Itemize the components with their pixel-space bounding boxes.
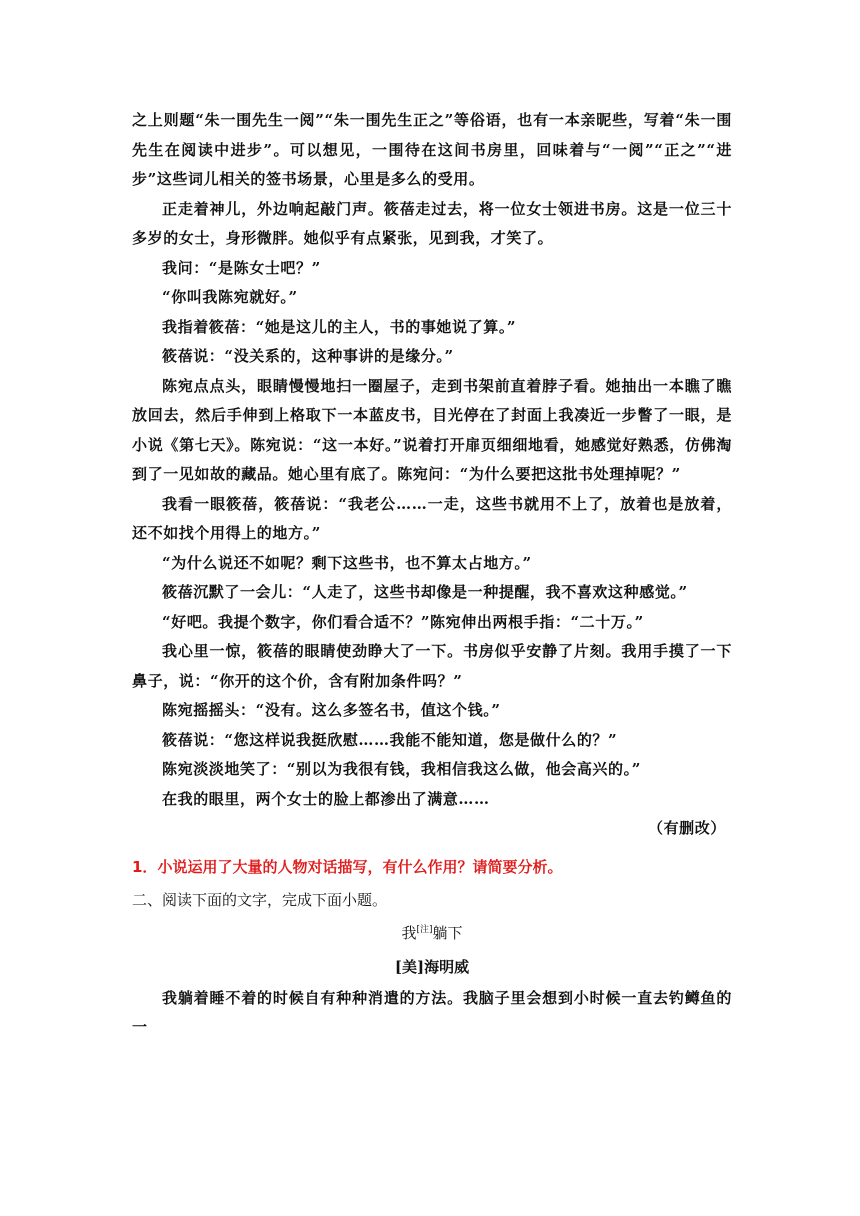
story-paragraph-1: 之上则题“朱一围先生一阅”“朱一围先生正之”等俗语，也有一本亲昵些，写着“朱一围先生在阅读中进步”。可以想见，一围待在这间书房里，回味着与“一阅”“正之”“进步”这些词儿相关的签书场景，心里是多么的受用。 xyxy=(132,111,732,188)
document-content xyxy=(132,106,732,1043)
article-author: [美]海明威 xyxy=(394,957,470,976)
story-paragraph-3: 我问：“是陈女士吧？” xyxy=(162,258,321,277)
story-paragraph-7: 陈宛点点头，眼睛慢慢地扫一圈屋子，走到书架前直着脖子看。她抽出一本瞧了瞧放回去，然后手伸到上格取下一本蓝皮书，目光停在了封面上我凑近一步瞥了一眼，是小说《第七天》。陈宛说：“这一本好。”说着打开扉页细细地看，她感觉好熟悉，仿佛淘到了一见如故的藏品。她心里有底了。陈宛问：“为什么要把这批书处理掉呢？” xyxy=(132,376,732,483)
source-note: （有删改） xyxy=(647,819,726,837)
story-paragraph-5: 我指着筱蓓：“她是这儿的主人，书的事她说了算。” xyxy=(162,317,517,336)
article-title-before: 我 xyxy=(401,923,417,942)
story-paragraph-16: 在我的眼里，两个女士的脸上都渗出了满意…… xyxy=(162,789,490,808)
article-title xyxy=(132,916,732,950)
story-paragraph-15: 陈宛淡淡地笑了：“别以为我很有钱，我相信我这么做，他会高兴的。” xyxy=(162,760,641,778)
question-number: 1． xyxy=(132,857,158,876)
story-paragraph-13: 陈宛摇摇头：“没有。这么多签名书，值这个钱。” xyxy=(162,701,501,719)
article-title-after: 躺下 xyxy=(432,923,463,942)
article-first-line: 我躺着睡不着的时候自有种种消遣的方法。我脑子里会想到小时候一直去钓鳟鱼的一 xyxy=(132,988,732,1036)
story-paragraph-14: 筱蓓说：“您这样说我挺欣慰……我能不能知道，您是做什么的？” xyxy=(162,730,618,749)
story-paragraph-2: 正走着神儿，外边响起敲门声。筱蓓走过去，将一位女士领进书房。这是一位三十多岁的女士，身形微胖。她似乎有点紧张，见到我，才笑了。 xyxy=(132,199,732,247)
question-text: 小说运用了大量的人物对话描写，有什么作用？请简要分析。 xyxy=(157,857,563,876)
title-footnote-marker: [注] xyxy=(416,924,433,935)
story-paragraph-9: “为什么说还不如呢？剩下这些书，也不算太占地方。” xyxy=(162,553,532,572)
story-paragraph-4: “你叫我陈宛就好。” xyxy=(162,288,298,306)
question-1 xyxy=(132,850,732,884)
story-paragraph-12: 我心里一惊，筱蓓的眼睛使劲睁大了一下。书房似乎安静了片刻。我用手摸了一下鼻子，说：“你开的这个价，含有附加条件吗？” xyxy=(132,642,732,690)
story-paragraph-10: 筱蓓沉默了一会儿：“人走了，这些书却像是一种提醒，我不喜欢这种感觉。” xyxy=(162,583,688,601)
section-2-heading: 二、阅读下面的文字，完成下面小题。 xyxy=(132,890,388,909)
story-paragraph-11: “好吧。我提个数字，你们看合适不？”陈宛伸出两根手指：“二十万。” xyxy=(162,612,644,631)
story-paragraph-6: 筱蓓说：“没关系的，这种事讲的是缘分。” xyxy=(162,347,454,365)
story-paragraph-8: 我看一眼筱蓓，筱蓓说：“我老公……一走，这些书就用不上了，放着也是放着，还不如找个用得上的地方。” xyxy=(132,494,732,542)
